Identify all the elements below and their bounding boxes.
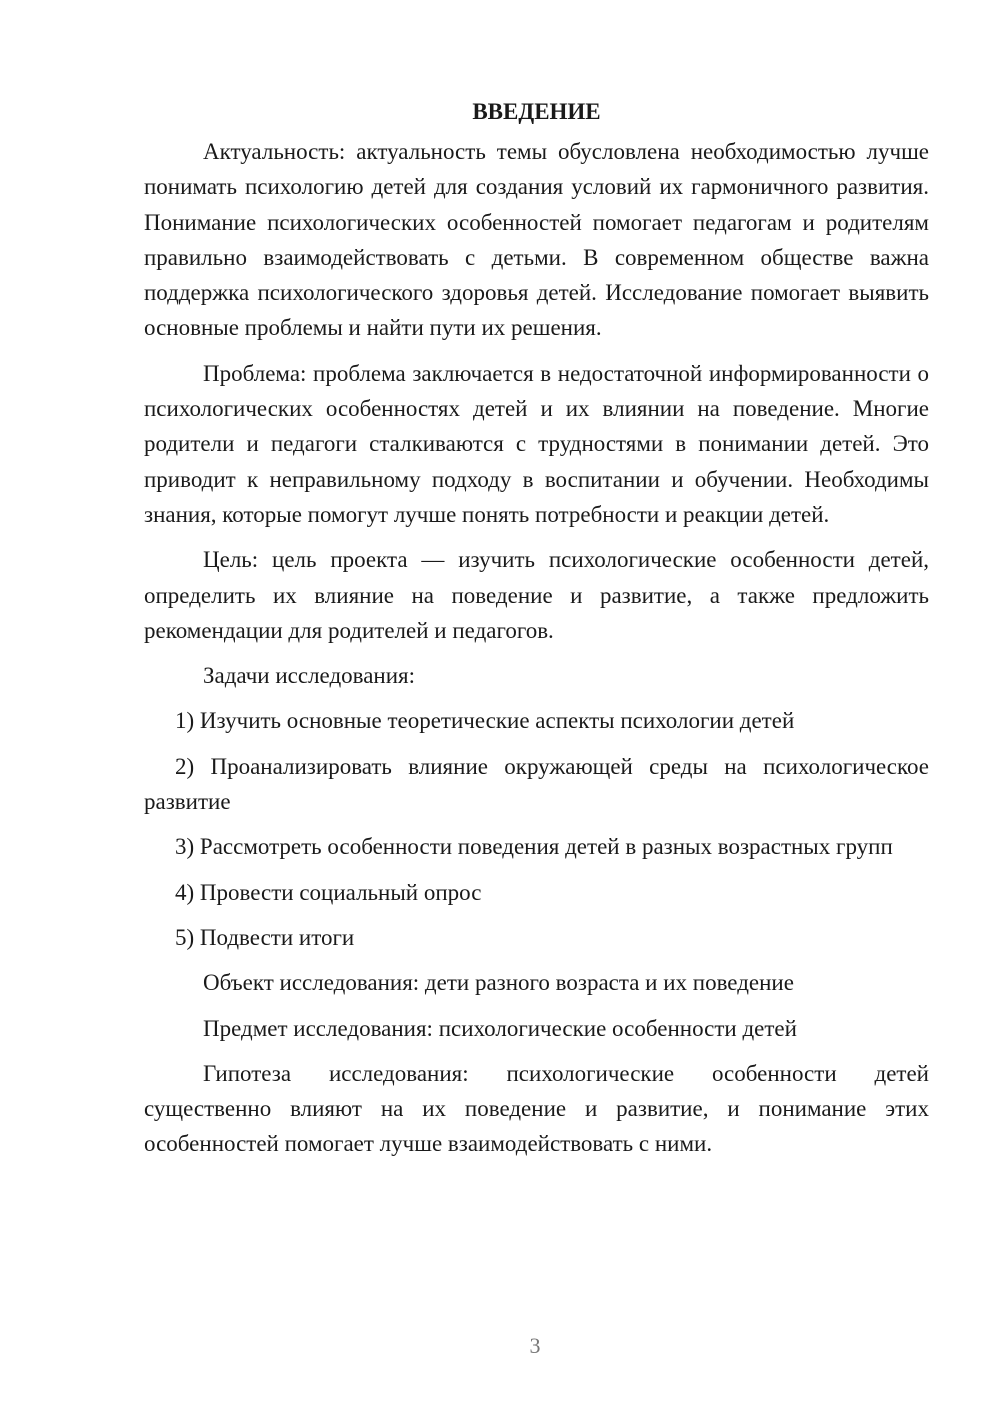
task-item-1: 1) Изучить основные теоретические аспекты психологии детей	[175, 708, 795, 734]
tasks-heading: Задачи исследования:	[203, 663, 416, 689]
task-item-5: 5) Подвести итоги	[175, 924, 355, 950]
task-item-4: 4) Провести социальный опрос	[175, 879, 482, 905]
page-title: ВВЕДЕНИЕ	[472, 99, 601, 124]
relevance-paragraph: Актуальность: актуальность темы обусловлена необходимостью лучше понимать психологию детей для создания условий их гармоничного развития. Понимание психологических особенностей помогает педагогам и родителям правильно взаимодействовать с детьми. В современном обществе важна поддержка психологического здоровья детей. Исследование помогает выявить основные проблемы и найти пути их решения.	[144, 139, 929, 341]
page-number: 3	[529, 1333, 541, 1358]
subject-paragraph: Предмет исследования: психологические особенности детей	[203, 1015, 797, 1041]
task-item-3: 3) Рассмотреть особенности поведения детей в разных возрастных групп	[175, 834, 893, 860]
hypothesis-paragraph: Гипотеза исследования: психологические особенности детей существенно влияют на их поведение и развитие, и понимание этих особенностей помогает лучше взаимодействовать с ними.	[144, 1060, 929, 1157]
page-content	[144, 94, 929, 1172]
object-paragraph: Объект исследования: дети разного возраста и их поведение	[203, 970, 794, 996]
problem-paragraph: Проблема: проблема заключается в недостаточной информированности о психологических особенностях детей и их влиянии на поведение. Многие родители и педагоги сталкиваются с трудностями в понимании детей. Это приводит к неправильному подходу в воспитании и обучении. Необходимы знания, которые помогут лучше понять потребности и реакции детей.	[144, 360, 929, 527]
goal-paragraph: Цель: цель проекта — изучить психологические особенности детей, определить их влияние на поведение и развитие, а также предложить рекомендации для родителей и педагогов.	[144, 547, 929, 643]
task-item-2: 2) Проанализировать влияние окружающей среды на психологическое развитие	[144, 753, 929, 815]
